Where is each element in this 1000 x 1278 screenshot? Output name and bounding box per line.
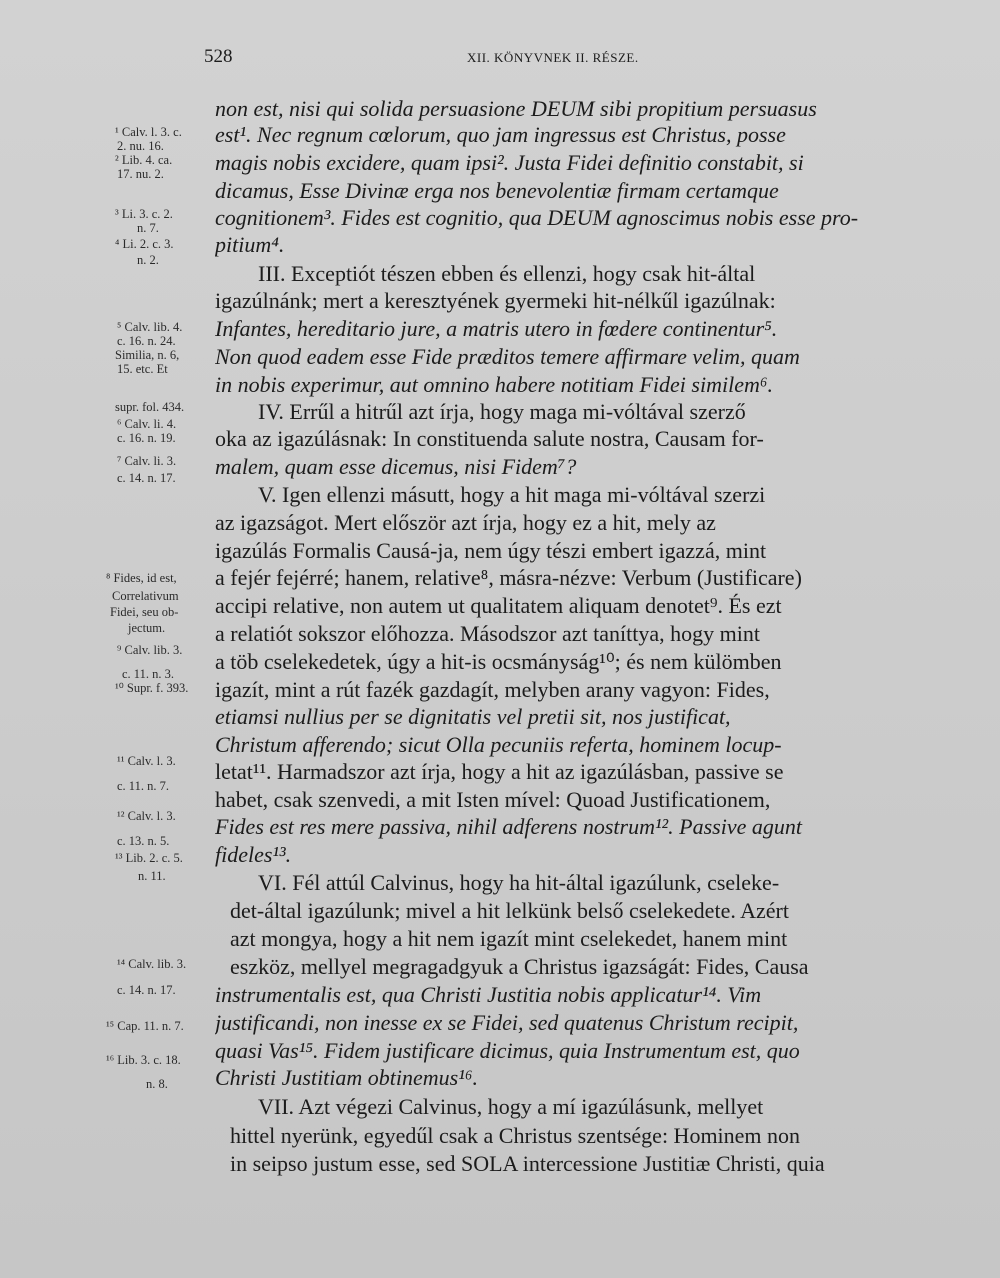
text-line: a fejér fejérré; hanem, relative⁸, másra-nézve: Verbum (Justificare) xyxy=(215,565,802,590)
margin-note: c. 14. n. 17. xyxy=(117,983,176,997)
paragraph-first-line: VI. Fél attúl Calvinus, hogy ha hit-által igazúlunk, cseleke- xyxy=(258,870,780,895)
margin-note: n. 7. xyxy=(137,221,159,235)
margin-note: ³ Li. 3. c. 2. xyxy=(115,207,173,221)
margin-note: ⁷ Calv. li. 3. xyxy=(117,454,177,468)
text-line: habet, csak szenvedi, a mit Isten mível: Quoad Justificationem, xyxy=(215,787,771,812)
text-line: justificandi, non inesse ex se Fidei, sed quatenus Christum recipit, xyxy=(215,1010,799,1035)
margin-note: ⁵ Calv. lib. 4. xyxy=(117,320,183,334)
text-line: letat¹¹. Harmadszor azt írja, hogy a hit az igazúlásban, passive se xyxy=(215,759,784,784)
margin-note: Correlativum xyxy=(112,589,179,603)
text-line: in seipso justum esse, sed SOLA intercessione Justitiæ Christi, quia xyxy=(230,1151,825,1176)
text-line: in nobis experimur, aut omnino habere notitiam Fidei similem⁶. xyxy=(215,372,774,397)
paragraph-first-line: IV. Errűl a hitrűl azt írja, hogy maga mi-vóltával szerző xyxy=(258,399,746,424)
margin-note: n. 11. xyxy=(138,869,166,883)
text-line: a töb cselekedetek, úgy a hit-is ocsmányság¹⁰; és nem külömben xyxy=(215,649,782,674)
margin-note: c. 13. n. 5. xyxy=(117,834,170,848)
text-line: hittel nyerünk, egyedűl csak a Christus szentsége: Hominem non xyxy=(230,1123,801,1148)
margin-note: ¹⁴ Calv. lib. 3. xyxy=(117,957,187,971)
text-line: fideles¹³. xyxy=(215,842,292,867)
margin-note: ¹⁰ Supr. f. 393. xyxy=(115,681,189,695)
margin-note: ² Lib. 4. ca. xyxy=(115,153,173,167)
margin-note: ⁴ Li. 2. c. 3. xyxy=(115,237,174,251)
margin-note: n. 2. xyxy=(137,253,159,267)
text-line: igazúlnánk; mert a keresztyének gyermeki hit-nélkűl igazúlnak: xyxy=(215,288,776,313)
margin-note: 15. etc. Et xyxy=(117,362,168,376)
margin-note: ⁸ Fides, id est, xyxy=(106,571,177,585)
text-line: a relatiót sokszor előhozza. Másodszor azt taníttya, hogy mint xyxy=(215,621,760,646)
text-line: est¹. Nec regnum cœlorum, quo jam ingressus est Christus, posse xyxy=(215,122,786,147)
text-line: quasi Vas¹⁵. Fidem justificare dicimus, quia Instrumentum est, quo xyxy=(215,1038,800,1063)
margin-note: ¹² Calv. l. 3. xyxy=(117,809,176,823)
margin-note: n. 8. xyxy=(146,1077,168,1091)
text-line: igazúlás Formalis Causá-ja, nem úgy tészi embert igazzá, mint xyxy=(215,538,767,563)
margin-note: ¹ Calv. l. 3. c. xyxy=(115,125,182,139)
margin-note: ⁶ Calv. li. 4. xyxy=(117,417,177,431)
margin-note: c. 16. n. 19. xyxy=(117,431,176,445)
text-line: magis nobis excidere, quam ipsi². Justa Fidei definitio constabit, si xyxy=(215,150,804,175)
paragraph-first-line: III. Exceptiót tészen ebben és ellenzi, hogy csak hit-által xyxy=(258,261,756,286)
text-line: accipi relative, non autem ut qualitatem aliquam denotet⁹. És ezt xyxy=(215,593,782,618)
text-line: Christum afferendo; sicut Olla pecuniis referta, hominem locup- xyxy=(215,732,782,757)
margin-note: ⁹ Calv. lib. 3. xyxy=(117,643,183,657)
margin-note: ¹¹ Calv. l. 3. xyxy=(117,754,176,768)
text-line: dicamus, Esse Divinæ erga nos benevolentiæ firmam certamque xyxy=(215,178,779,203)
text-line: azt mongya, hogy a hit nem igazít mint cselekedet, hanem mint xyxy=(230,926,788,951)
margin-note: supr. fol. 434. xyxy=(115,400,185,414)
margin-note: ¹³ Lib. 2. c. 5. xyxy=(115,851,183,865)
page-number: 528 xyxy=(204,46,233,67)
text-line: malem, quam esse dicemus, nisi Fidem⁷? xyxy=(215,454,577,479)
margin-note: 17. nu. 2. xyxy=(117,167,164,181)
margin-note: c. 11. n. 3. xyxy=(122,667,174,681)
text-line: pitium⁴. xyxy=(215,232,285,257)
text-line: igazít, mint a rút fazék gazdagít, melyben arany vagyon: Fides, xyxy=(215,677,770,702)
paragraph-first-line: VII. Azt végezi Calvinus, hogy a mí igazúlásunk, mellyet xyxy=(258,1094,764,1119)
text-line: etiamsi nullius per se dignitatis vel pretii sit, nos justificat, xyxy=(215,704,731,729)
text-line: cognitionem³. Fides est cognitio, qua DEUM agnoscimus nobis esse pro- xyxy=(215,205,859,230)
text-line: Non quod eadem esse Fide præditos temere affirmare velim, quam xyxy=(215,344,800,369)
running-head: XII. KÖNYVNEK II. RÉSZE. xyxy=(467,50,639,65)
margin-note: Fidei, seu ob- xyxy=(110,605,179,619)
text-line: oka az igazúlásnak: In constituenda salute nostra, Causam for- xyxy=(215,426,764,451)
text-line: non est, nisi qui solida persuasione DEUM sibi propitium persuasus xyxy=(215,96,817,121)
text-line: Christi Justitiam obtinemus¹⁶. xyxy=(215,1065,478,1090)
text-line: az igazságot. Mert először azt írja, hogy ez a hit, mely az xyxy=(215,510,716,535)
margin-note: c. 11. n. 7. xyxy=(117,779,169,793)
paragraph-first-line: V. Igen ellenzi másutt, hogy a hit maga mi-vóltával szerzi xyxy=(258,482,766,507)
margin-note: ¹⁶ Lib. 3. c. 18. xyxy=(106,1053,181,1067)
text-line: Fides est res mere passiva, nihil adferens nostrum¹². Passive agunt xyxy=(215,814,802,839)
margin-note: c. 14. n. 17. xyxy=(117,471,176,485)
text-line: instrumentalis est, qua Christi Justitia nobis applicatur¹⁴. Vim xyxy=(215,982,762,1007)
margin-note: Similia, n. 6, xyxy=(115,348,180,362)
margin-note: ¹⁵ Cap. 11. n. 7. xyxy=(106,1019,184,1033)
text-line: Infantes, hereditario jure, a matris utero in fœdere continentur⁵. xyxy=(215,316,778,341)
margin-note: jectum. xyxy=(128,621,166,635)
margin-note: 2. nu. 16. xyxy=(117,139,164,153)
text-line: det-által igazúlunk; mivel a hit lelkünk belső cselekedete. Azért xyxy=(230,898,789,923)
text-line: eszköz, mellyel megragadgyuk a Christus igazságát: Fides, Causa xyxy=(230,954,809,979)
margin-note: c. 16. n. 24. xyxy=(117,334,176,348)
